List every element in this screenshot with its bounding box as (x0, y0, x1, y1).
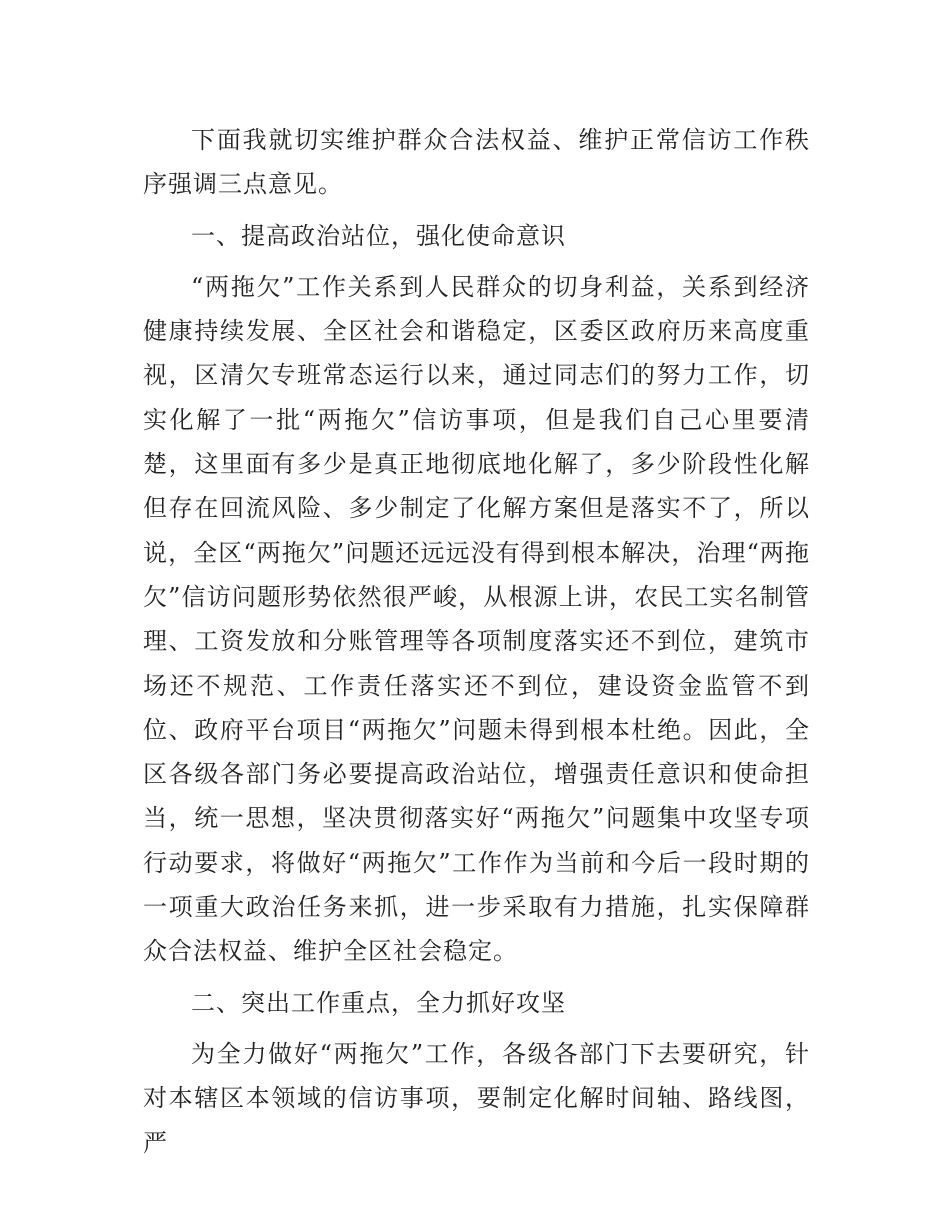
section-1-heading: 一、提高政治站位，强化使命意识 (191, 221, 566, 250)
section-2-heading: 二、突出工作重点，全力抓好攻坚 (191, 988, 566, 1017)
section-1-body: “两拖欠”工作关系到人民群众的切身利益，关系到经济健康持续发展、全区社会和谐稳定，区委区政府历来高度重视，区清欠专班常态运行以来，通过同志们的努力工作，切实化解了一批“两拖欠”信访事项，但是我们自己心里要清楚，这里面有多少是真正地彻底地化解了，多少阶段性化解但存在回流风险、多少制定了化解方案但是落实不了，所以说，全区“两拖欠”问题还远远没有得到根本解决，治理“两拖欠”信访问题形势依然很严峻，从根源上讲，农民工实名制管理、工资发放和分账管理等各项制度落实还不到位，建筑市场还不规范、工作责任落实还不到位，建设资金监管不到位、政府平台项目“两拖欠”问题未得到根本杜绝。因此，全区各级各部门务必要提高政治站位，增强责任意识和使命担当，统一思想，坚决贯彻落实好“两拖欠”问题集中攻坚专项行动要求，将做好“两拖欠”工作作为当前和今后一段时期的一项重大政治任务来抓，进一步采取有力措施，扎实保障群众合法权益、维护全区社会稳定。 (143, 272, 810, 966)
document-page (143, 118, 810, 1165)
section-2-body: 为全力做好“两拖欠”工作，各级各部门下去要研究，针对本辖区本领域的信访事项，要制定化解时间轴、路线图，严 (143, 1039, 810, 1157)
intro-paragraph: 下面我就切实维护群众合法权益、维护正常信访工作秩序强调三点意见。 (143, 126, 810, 199)
